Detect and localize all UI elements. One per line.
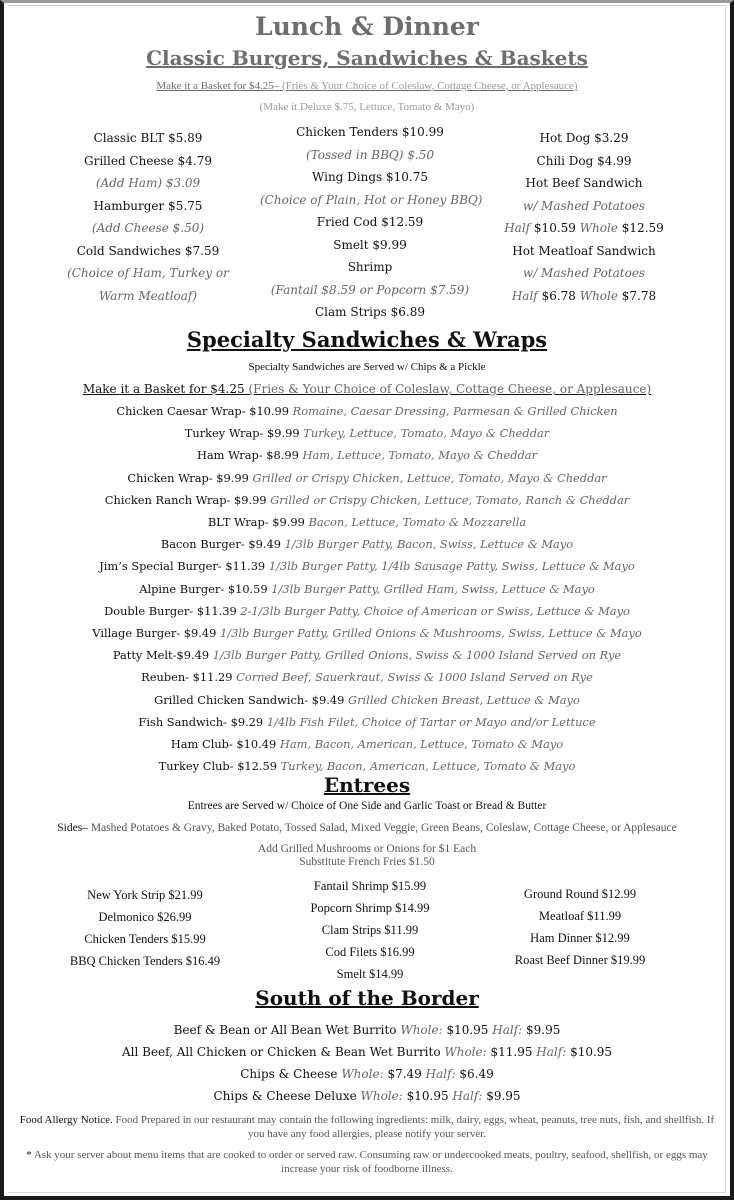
menu-item-note: (Choice of Plain, Hot or Honey BBQ) bbox=[260, 192, 483, 207]
half-label: Half: bbox=[425, 1067, 456, 1081]
raw-text: Ask your server about menu items that are cooked to order or served raw. Consuming raw or undercooked meats, poultry, seafood, shellfish, or eggs may increase your risk of foodborne illness. bbox=[31, 1149, 708, 1175]
south-list bbox=[0, 1019, 734, 1107]
menu-item: Hot Beef Sandwich bbox=[525, 176, 643, 190]
entrees-column-2 bbox=[265, 875, 475, 985]
specialty-served-note: Specialty Sandwiches are Served w/ Chips & a Pickle bbox=[248, 361, 486, 373]
deluxe-note: (Make it Deluxe $.75, Lettuce, Tomato & Mayo) bbox=[259, 101, 475, 113]
menu-item: Clam Strips $11.99 bbox=[321, 923, 419, 937]
allergy-label: Food Allergy Notice. bbox=[19, 1114, 113, 1126]
entrees-served-note: Entrees are Served w/ Choice of One Side and Garlic Toast or Bread & Butter bbox=[187, 800, 547, 812]
menu-item: Wing Dings $10.75 bbox=[311, 170, 428, 184]
whole-label: Whole: bbox=[360, 1089, 403, 1103]
menu-item-name: Reuben- $11.29 bbox=[141, 670, 237, 685]
menu-item: Shrimp bbox=[347, 260, 393, 274]
menu-item-name: Chicken Ranch Wrap- $9.99 bbox=[104, 492, 271, 507]
menu-item-name: Jim’s Special Burger- $11.39 bbox=[99, 559, 269, 574]
menu-item bbox=[0, 711, 734, 733]
half-price: $9.95 bbox=[482, 1089, 521, 1103]
menu-item-description: Ham, Bacon, American, Lettuce, Tomato & Mayo bbox=[279, 737, 564, 752]
menu-item-note: (Choice of Ham, Turkey or bbox=[67, 266, 229, 280]
classic-column-3 bbox=[484, 127, 684, 307]
menu-item-description: Grilled or Crispy Chicken, Lettuce, Tomato, Mayo & Cheddar bbox=[252, 470, 607, 485]
classic-column-1 bbox=[48, 127, 248, 307]
whole-label: Whole: bbox=[400, 1023, 443, 1037]
whole-price: $10.95 bbox=[442, 1023, 493, 1037]
menu-item: Chili Dog $4.99 bbox=[536, 153, 632, 168]
half-price: $10.95 bbox=[566, 1045, 613, 1059]
half-label: Half: bbox=[452, 1089, 483, 1103]
menu-item-name: Turkey Wrap- $9.99 bbox=[184, 426, 304, 441]
menu-item-note: (Add Ham) $3.09 bbox=[95, 176, 201, 190]
half-label: Half: bbox=[536, 1045, 567, 1059]
sides-line bbox=[0, 822, 734, 834]
menu-item: Roast Beef Dinner $19.99 bbox=[514, 953, 646, 967]
menu-item: Meatloaf $11.99 bbox=[538, 909, 622, 923]
menu-item: Ground Round $12.99 bbox=[523, 887, 637, 901]
half-price: $10.59 bbox=[530, 221, 580, 235]
menu-item-name: Ham Club- $10.49 bbox=[170, 737, 280, 752]
menu-item-prices bbox=[484, 285, 684, 308]
basket-offer-label: Make it a Basket for $4.25 bbox=[82, 382, 245, 396]
raw-food-notice bbox=[18, 1149, 716, 1176]
menu-item-name: Beef & Bean or All Bean Wet Burrito bbox=[173, 1023, 401, 1037]
section-title-entrees: Entrees bbox=[323, 773, 411, 797]
menu-item: Chicken Tenders $10.99 bbox=[296, 125, 444, 139]
whole-label: Whole bbox=[579, 288, 618, 303]
menu-item-description: 1/3lb Burger Patty, Grilled Ham, Swiss, Lettuce & Mayo bbox=[271, 581, 595, 596]
specialty-list bbox=[0, 400, 734, 777]
menu-item-note: (Fantail $8.59 or Popcorn $7.59) bbox=[270, 282, 470, 297]
menu-item bbox=[0, 666, 734, 688]
half-label: Half bbox=[504, 221, 531, 235]
menu-item-name: Bacon Burger- $9.49 bbox=[160, 537, 285, 552]
menu-item-note: (Add Cheese $.50) bbox=[91, 221, 205, 235]
menu-item: Hot Dog $3.29 bbox=[539, 131, 629, 145]
menu-item-name: Alpine Burger- $10.59 bbox=[139, 581, 272, 596]
menu-item-description: Turkey, Lettuce, Tomato, Mayo & Cheddar bbox=[303, 426, 550, 441]
menu-item-description: 1/3lb Burger Patty, Bacon, Swiss, Lettuce & Mayo bbox=[284, 537, 574, 552]
section-title-classic: Classic Burgers, Sandwiches & Baskets bbox=[146, 46, 588, 70]
menu-item-description: 1/3lb Burger Patty, Grilled Onions, Swiss & 1000 Island Served on Rye bbox=[212, 648, 622, 663]
menu-item bbox=[0, 689, 734, 711]
basket-offer-specialty bbox=[0, 382, 734, 396]
half-label: Half: bbox=[492, 1023, 523, 1037]
basket-offer-detail: (Fries & Your Choice of Coleslaw, Cottage Cheese, or Applesauce) bbox=[244, 382, 652, 396]
classic-column-2 bbox=[260, 121, 483, 324]
menu-item bbox=[0, 555, 734, 577]
menu-item: Classic BLT $5.89 bbox=[93, 131, 203, 145]
menu-item-description: Grilled or Crispy Chicken, Lettuce, Tomato, Ranch & Cheddar bbox=[270, 492, 630, 507]
menu-item: Hamburger $5.75 bbox=[93, 198, 203, 213]
menu-item bbox=[0, 533, 734, 555]
sides-label: Sides– bbox=[57, 822, 88, 834]
substitute-note: Substitute French Fries $1.50 bbox=[299, 856, 435, 868]
menu-item bbox=[0, 578, 734, 600]
menu-item-note: (Tossed in BBQ) $.50 bbox=[306, 147, 434, 162]
menu-item-name: Grilled Chicken Sandwich- $9.49 bbox=[154, 692, 348, 707]
menu-item-name: Double Burger- $11.39 bbox=[104, 603, 241, 618]
menu-item: Delmonico $26.99 bbox=[98, 910, 192, 924]
whole-price: $10.95 bbox=[402, 1089, 453, 1103]
menu-item bbox=[0, 467, 734, 489]
menu-item-name: Patty Melt-$9.49 bbox=[112, 648, 213, 663]
section-title-specialty: Specialty Sandwiches & Wraps bbox=[186, 327, 548, 352]
menu-item-description: 2-1/3lb Burger Patty, Choice of American or Swiss, Lettuce & Mayo bbox=[240, 603, 630, 618]
menu-item: Grilled Cheese $4.79 bbox=[84, 153, 212, 168]
menu-item-description: Romaine, Caesar Dressing, Parmesan & Grilled Chicken bbox=[292, 404, 618, 418]
menu-item: Popcorn Shrimp $14.99 bbox=[310, 901, 430, 915]
menu-item-name: BLT Wrap- $9.99 bbox=[207, 515, 309, 530]
menu-item-description: Grilled Chicken Breast, Lettuce & Mayo bbox=[347, 692, 580, 707]
menu-item-name: Chicken Wrap- $9.99 bbox=[127, 470, 253, 485]
menu-item-name: Village Burger- $9.49 bbox=[92, 626, 221, 641]
menu-item-name: Turkey Club- $12.59 bbox=[158, 759, 281, 774]
whole-label: Whole: bbox=[444, 1045, 487, 1059]
whole-price: $11.95 bbox=[486, 1045, 537, 1059]
menu-item bbox=[0, 511, 734, 533]
half-label: Half bbox=[511, 288, 538, 303]
menu-item bbox=[0, 1041, 734, 1063]
menu-item: Fried Cod $12.59 bbox=[316, 215, 424, 229]
menu-item-name: Fish Sandwich- $9.29 bbox=[138, 714, 267, 729]
half-price: $9.95 bbox=[522, 1023, 561, 1037]
menu-item-description: 1/3lb Burger Patty, Grilled Onions & Mushrooms, Swiss, Lettuce & Mayo bbox=[220, 626, 642, 641]
menu-item: Smelt $14.99 bbox=[336, 967, 404, 981]
menu-item bbox=[0, 400, 734, 422]
basket-offer-detail: (Fries & Your Choice of Coleslaw, Cottage Cheese, or Applesauce) bbox=[279, 80, 578, 92]
page-title: Lunch & Dinner bbox=[255, 12, 479, 41]
menu-item bbox=[0, 733, 734, 755]
menu-item bbox=[0, 422, 734, 444]
menu-item-name: All Beef, All Chicken or Chicken & Bean Wet Burrito bbox=[121, 1045, 445, 1059]
menu-item-note: w/ Mashed Potatoes bbox=[522, 266, 646, 280]
menu-item bbox=[0, 644, 734, 666]
whole-price: $12.59 bbox=[617, 221, 664, 235]
menu-item-note: w/ Mashed Potatoes bbox=[522, 198, 646, 213]
section-title-south: South of the Border bbox=[255, 986, 479, 1010]
entrees-column-1 bbox=[40, 884, 250, 972]
sides-list: Mashed Potatoes & Gravy, Baked Potato, Tossed Salad, Mixed Veggie, Green Beans, Coleslaw, Cottage Cheese, or Applesauce bbox=[87, 822, 677, 834]
menu-item: BBQ Chicken Tenders $16.49 bbox=[69, 954, 221, 968]
menu-item-prices bbox=[484, 217, 684, 240]
addon-notes bbox=[0, 843, 734, 869]
whole-price: $7.49 bbox=[383, 1067, 426, 1081]
menu-item: Chicken Tenders $15.99 bbox=[84, 932, 206, 946]
menu-item: New York Strip $21.99 bbox=[87, 888, 203, 902]
whole-price: $7.78 bbox=[617, 288, 657, 303]
menu-item-description: Corned Beef, Sauerkraut, Swiss & 1000 Island Served on Rye bbox=[236, 670, 593, 685]
menu-item: Cold Sandwiches $7.59 bbox=[76, 243, 220, 258]
menu-item bbox=[0, 1085, 734, 1107]
menu-item bbox=[0, 1019, 734, 1041]
menu-item-name: Chicken Caesar Wrap- $10.99 bbox=[116, 404, 293, 418]
menu-item-description: Ham, Lettuce, Tomato, Mayo & Cheddar bbox=[302, 448, 538, 463]
menu-item: Smelt $9.99 bbox=[333, 237, 407, 252]
menu-item: Fantail Shrimp $15.99 bbox=[313, 879, 427, 893]
menu-item bbox=[0, 489, 734, 511]
whole-label: Whole bbox=[579, 221, 618, 235]
asterisk: * bbox=[26, 1149, 32, 1161]
menu-item-name: Chips & Cheese Deluxe bbox=[213, 1089, 361, 1103]
menu-item: Hot Meatloaf Sandwich bbox=[512, 243, 656, 258]
entrees-column-3 bbox=[480, 883, 680, 971]
basket-offer-label: Make it a Basket for $4.25– bbox=[156, 80, 280, 92]
addon-note: Add Grilled Mushrooms or Onions for $1 Each bbox=[257, 843, 477, 855]
menu-item-description: 1/3lb Burger Patty, 1/4lb Sausage Patty, Swiss, Lettuce & Mayo bbox=[268, 559, 635, 574]
allergy-text: Food Prepared in our restaurant may contain the following ingredients: milk, dairy, eggs, wheat, peanuts, tree nuts, fish, and shellfish. If you have any food allergies, please notify your server. bbox=[112, 1114, 715, 1140]
menu-item-description: Bacon, Lettuce, Tomato & Mozzarella bbox=[308, 515, 527, 530]
menu-item bbox=[0, 600, 734, 622]
menu-item-description: 1/4lb Fish Filet, Choice of Tartar or Mayo and/or Lettuce bbox=[266, 714, 596, 729]
menu-item bbox=[0, 622, 734, 644]
whole-label: Whole: bbox=[341, 1067, 384, 1081]
basket-offer-classic bbox=[0, 80, 734, 92]
menu-item-name: Chips & Cheese bbox=[240, 1067, 342, 1081]
menu-item-description: Turkey, Bacon, American, Lettuce, Tomato & Mayo bbox=[280, 759, 576, 774]
half-price: $6.49 bbox=[455, 1067, 494, 1081]
menu-item bbox=[0, 444, 734, 466]
menu-item: Ham Dinner $12.99 bbox=[530, 931, 630, 945]
menu-item: Clam Strips $6.89 bbox=[315, 305, 425, 319]
menu-item-name: Ham Wrap- $8.99 bbox=[196, 448, 303, 463]
allergy-notice bbox=[18, 1114, 716, 1141]
half-price: $6.78 bbox=[537, 288, 580, 303]
menu-item: Cod Filets $16.99 bbox=[325, 945, 415, 959]
menu-item-note: Warm Meatloaf) bbox=[98, 288, 198, 303]
menu-item bbox=[0, 1063, 734, 1085]
